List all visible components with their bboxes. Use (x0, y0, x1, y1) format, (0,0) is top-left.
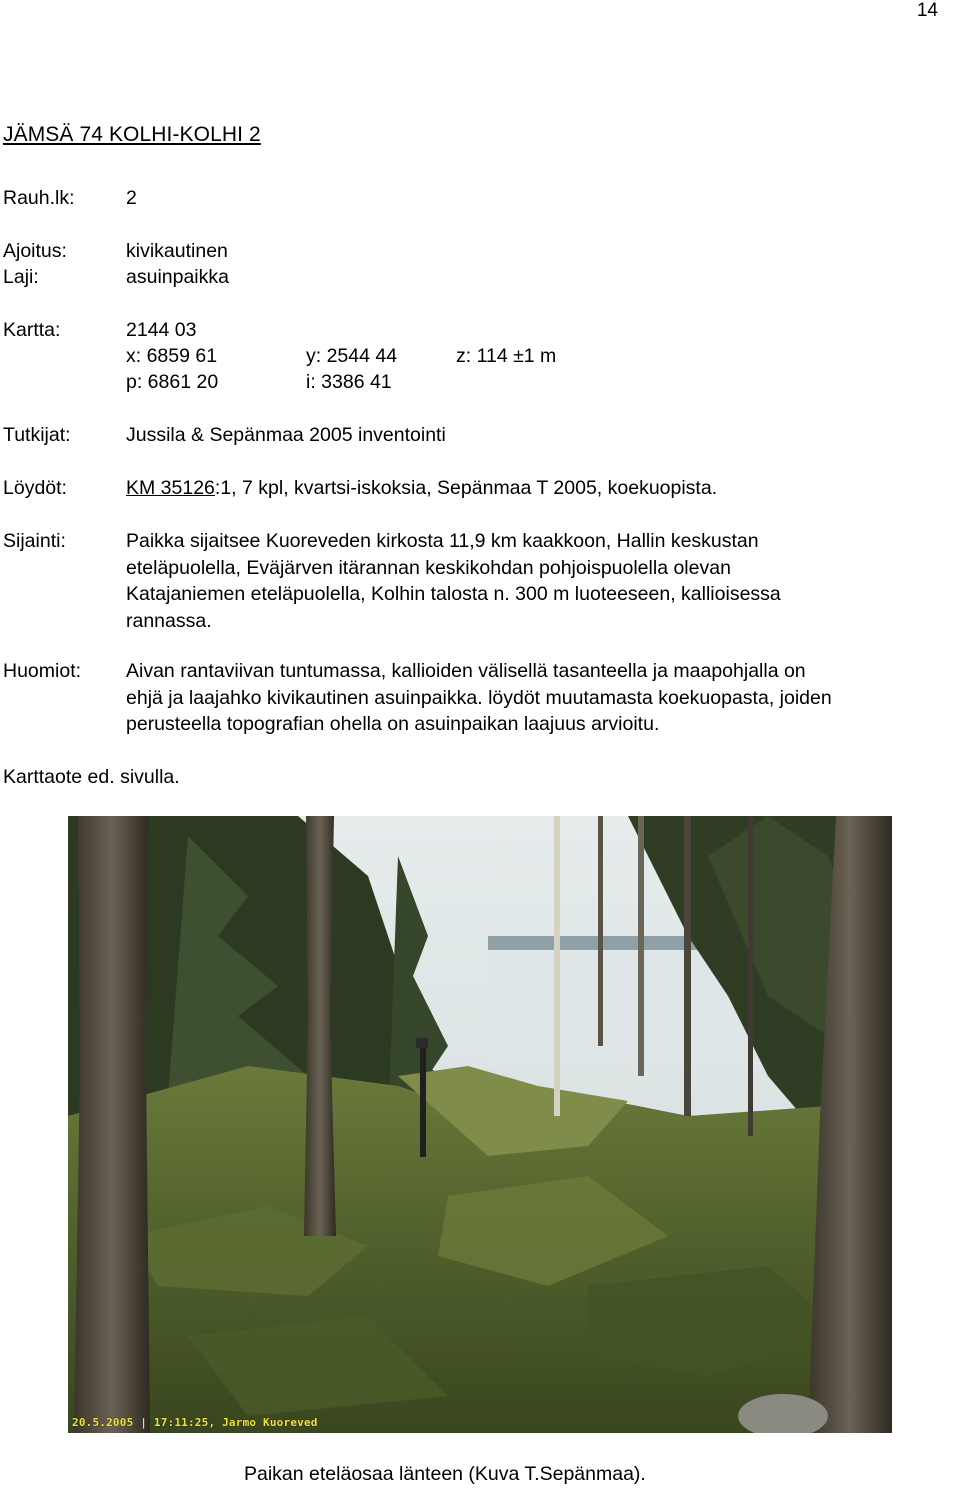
sijainti-text (126, 528, 956, 634)
loydot-description: :1, 7 kpl, kvartsi-iskoksia, Sepänmaa T 2005, koekuopista. (214, 477, 718, 499)
sijainti-label: Sijainti: (3, 530, 66, 552)
site-photo (68, 816, 892, 1433)
laji-value: asuinpaikka (126, 266, 229, 288)
kartta-y: y: 2544 44 (306, 345, 398, 367)
kartta-i: i: 3386 41 (306, 371, 392, 393)
loydot-value (126, 475, 717, 501)
tutkijat-value: Jussila & Sepänmaa 2005 inventointi (126, 424, 446, 446)
kartta-label: Kartta: (3, 319, 61, 341)
huomiot-line: perusteella topografian ohella on asuinpaikan laajuus arvioitu. (126, 713, 660, 735)
huomiot-line: Aivan rantaviivan tuntumassa, kallioiden välisellä tasanteella ja maapohjalla on (126, 660, 806, 682)
page-number: 14 (916, 0, 938, 21)
kartta-value: 2144 03 (126, 319, 197, 341)
forest-photo-image (68, 816, 892, 1433)
huomiot-line: ehjä ja laajahko kivikautinen asuinpaikka. löydöt muutamasta koekuopasta, joiden (126, 686, 832, 709)
loydot-km-number: KM 35126 (126, 477, 215, 499)
photo-caption: Paikan eteläosaa länteen (Kuva T.Sepänmaa). (244, 1463, 646, 1485)
sijainti-line: eteläpuolella, Eväjärven itärannan keskikohdan pohjoispuolella olevan (126, 556, 731, 579)
huomiot-label: Huomiot: (3, 660, 82, 682)
laji-label: Laji: (3, 266, 39, 288)
rauh-value: 2 (126, 187, 137, 209)
page-title: JÄMSÄ 74 KOLHI-KOLHI 2 (3, 123, 261, 146)
kartta-z: z: 114 ±1 m (456, 345, 557, 367)
karttaote-note: Karttaote ed. sivulla. (3, 766, 180, 788)
kartta-x: x: 6859 61 (126, 345, 218, 367)
sijainti-line: rannassa. (126, 609, 212, 632)
loydot-label: Löydöt: (3, 477, 67, 499)
sijainti-line: Paikka sijaitsee Kuoreveden kirkosta 11,9 km kaakkoon, Hallin keskustan (126, 530, 759, 552)
tutkijat-label: Tutkijat: (3, 424, 71, 446)
sijainti-line: Katajaniemen eteläpuolella, Kolhin talosta n. 300 m luoteeseen, kallioisessa (126, 583, 781, 605)
ajoitus-label: Ajoitus: (3, 240, 67, 262)
ajoitus-value: kivikautinen (126, 240, 228, 262)
rauh-label: Rauh.lk: (3, 187, 75, 209)
huomiot-text (126, 658, 956, 738)
kartta-p: p: 6861 20 (126, 371, 219, 393)
photo-timestamp-stamp: 20.5.2005 | 17:11:25, Jarmo Kuoreved (72, 1416, 318, 1429)
